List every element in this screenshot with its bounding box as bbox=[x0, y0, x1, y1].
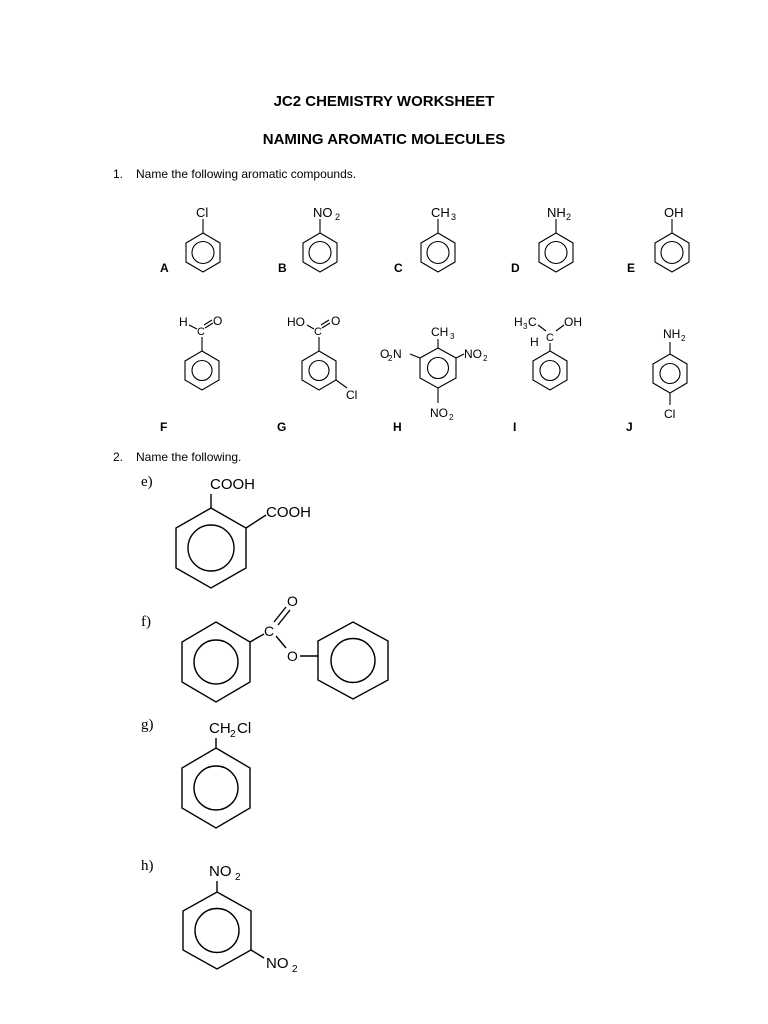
worksheet-title: JC2 CHEMISTRY WORKSHEET bbox=[273, 93, 495, 110]
letter-h: H bbox=[393, 420, 402, 434]
letter-f: F bbox=[160, 420, 168, 434]
compound-f bbox=[179, 314, 222, 390]
structure-e-cooh-side: COOH bbox=[266, 504, 311, 521]
compound-h-right: NO bbox=[464, 347, 482, 361]
compound-g-c: C bbox=[314, 326, 322, 338]
structure-g bbox=[182, 720, 251, 828]
compound-a-substituent: Cl bbox=[196, 205, 209, 220]
compound-h-left-subscript: 2 bbox=[388, 354, 393, 363]
part-g-label: g) bbox=[141, 717, 154, 733]
part-e-label: e) bbox=[141, 474, 153, 490]
compound-h-left-o: O bbox=[380, 347, 390, 361]
compound-h-right-subscript: 2 bbox=[483, 354, 488, 363]
compound-i-c: C bbox=[546, 332, 554, 344]
structure-h-no2-side: NO bbox=[266, 955, 289, 972]
structure-h-no2-top: NO bbox=[209, 863, 232, 880]
structure-f-o-bridge: O bbox=[287, 648, 298, 664]
compound-c bbox=[421, 205, 456, 272]
structure-h bbox=[183, 863, 298, 975]
question-1-number: 1. bbox=[113, 167, 124, 181]
letter-b: B bbox=[278, 261, 287, 275]
compound-h-ch-subscript: 3 bbox=[450, 332, 455, 341]
structure-e-cooh-top: COOH bbox=[210, 476, 255, 493]
compound-a bbox=[186, 205, 220, 272]
compound-g-cl: Cl bbox=[346, 388, 358, 402]
structure-f bbox=[182, 593, 388, 702]
structure-h-no2-top-subscript: 2 bbox=[235, 872, 241, 883]
worksheet-subtitle: NAMING AROMATIC MOLECULES bbox=[262, 131, 506, 148]
compound-i-h3c-c: C bbox=[528, 315, 537, 329]
compound-g-ho: HO bbox=[287, 315, 305, 329]
compound-h-bottom: NO bbox=[430, 406, 448, 420]
compound-g bbox=[287, 314, 357, 402]
compound-i-oh: OH bbox=[564, 315, 582, 329]
compound-c-substituent: CH bbox=[431, 205, 450, 220]
compound-i bbox=[514, 315, 582, 390]
letter-c: C bbox=[394, 261, 403, 275]
compound-j-cl: Cl bbox=[664, 407, 676, 421]
question-2-number: 2. bbox=[113, 450, 124, 464]
structure-g-cl: Cl bbox=[237, 720, 252, 737]
compound-h-bottom-subscript: 2 bbox=[449, 413, 454, 422]
structure-g-ch-subscript: 2 bbox=[230, 729, 236, 740]
compound-f-o: O bbox=[213, 314, 223, 328]
compound-h-left-n: N bbox=[393, 347, 402, 361]
compound-h bbox=[380, 325, 488, 422]
compound-j bbox=[653, 327, 687, 421]
letter-a: A bbox=[160, 261, 169, 275]
compound-j-nh: NH bbox=[663, 327, 681, 341]
letter-j: J bbox=[626, 420, 633, 434]
compound-b-substituent: NO bbox=[313, 205, 333, 220]
compound-f-h: H bbox=[179, 315, 188, 329]
compound-d-substituent: NH bbox=[547, 205, 566, 220]
structure-e bbox=[176, 476, 311, 588]
letter-i: I bbox=[513, 420, 517, 434]
compound-d bbox=[539, 205, 573, 272]
compound-b-subscript: 2 bbox=[335, 212, 341, 222]
structure-f-c: C bbox=[264, 623, 275, 639]
compound-c-subscript: 3 bbox=[451, 212, 457, 222]
compound-h-ch: CH bbox=[431, 325, 449, 339]
compound-g-o: O bbox=[331, 314, 341, 328]
compound-b bbox=[303, 205, 340, 272]
part-h-label: h) bbox=[141, 858, 154, 874]
question-1-text: Name the following aromatic compounds. bbox=[136, 167, 357, 181]
structure-f-o-carbonyl: O bbox=[287, 593, 298, 609]
letter-d: D bbox=[511, 261, 520, 275]
compound-i-h3c-subscript: 3 bbox=[523, 322, 528, 331]
compound-f-c: C bbox=[197, 326, 205, 338]
compound-d-subscript: 2 bbox=[566, 212, 572, 222]
structure-g-ch: CH bbox=[209, 720, 231, 737]
compound-i-h3c-h: H bbox=[514, 315, 523, 329]
letter-g: G bbox=[277, 420, 287, 434]
question-2-text: Name the following. bbox=[136, 450, 242, 464]
part-f-label: f) bbox=[141, 614, 151, 630]
compound-e bbox=[655, 205, 689, 272]
compound-i-h: H bbox=[530, 335, 539, 349]
letter-e: E bbox=[627, 261, 636, 275]
compound-e-substituent: OH bbox=[664, 205, 684, 220]
compound-j-nh-subscript: 2 bbox=[681, 334, 686, 343]
structure-h-no2-side-subscript: 2 bbox=[292, 964, 298, 975]
